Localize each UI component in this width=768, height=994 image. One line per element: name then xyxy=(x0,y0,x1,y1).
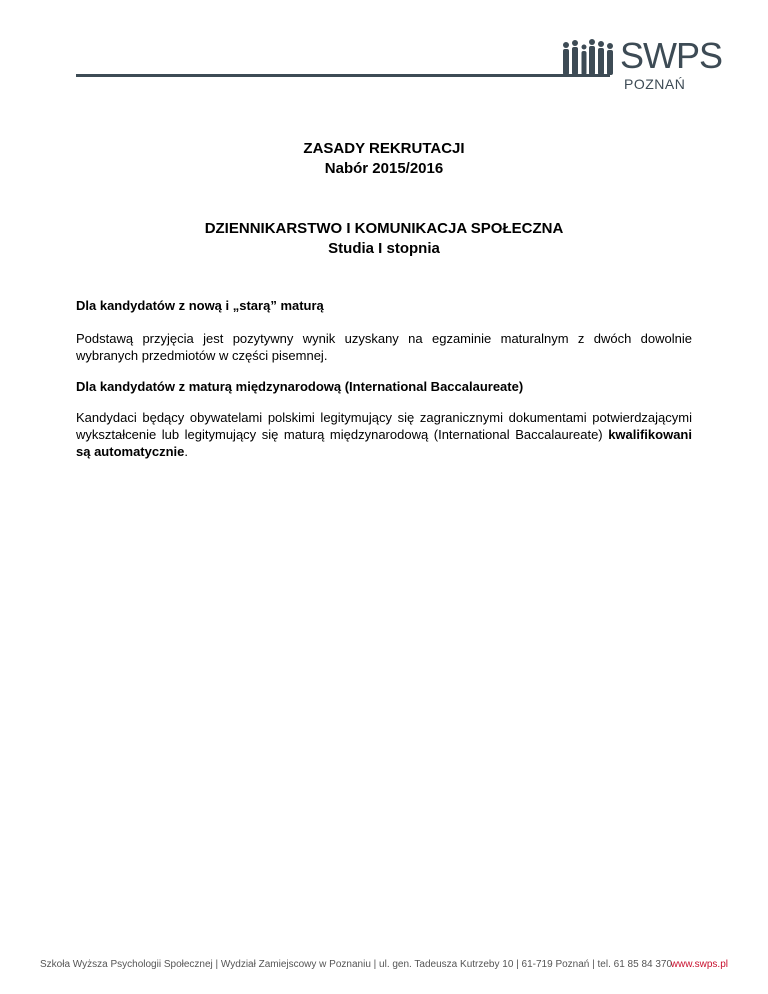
title-block-program xyxy=(76,219,692,259)
section-paragraph xyxy=(76,409,692,460)
footer-website-link[interactable]: www.swps.pl xyxy=(670,959,728,970)
document-subtitle: Nabór 2015/2016 xyxy=(324,160,444,177)
paragraph-text: Kandydaci będący obywatelami polskimi legitymujący się zagranicznymi dokumentami potwierdzającymi wykształcenie lub legitymujący się maturą międzynarodową (International Baccalaureate) xyxy=(76,410,692,442)
logo-city: POZNAŃ xyxy=(624,76,686,92)
program-name: DZIENNIKARSTWO I KOMUNIKACJA SPOŁECZNA xyxy=(204,220,564,237)
document-body xyxy=(76,297,692,460)
header-rule xyxy=(76,74,610,77)
section-paragraph: Podstawą przyjęcia jest pozytywny wynik uzyskany na egzaminie maturalnym z dwóch dowolnie wybranych przedmiotów w części pisemnej. xyxy=(76,331,692,363)
section-heading: Dla kandydatów z maturą międzynarodową (International Baccalaureate) xyxy=(76,379,524,394)
footer-address: Szkoła Wyższa Psychologii Społecznej | Wydział Zamiejscowy w Poznaniu | ul. gen. Tadeusza Kutrzeby 10 | 61-719 Poznań | tel. 61 85 84 370 xyxy=(40,959,673,970)
swps-logo xyxy=(560,36,730,96)
footer xyxy=(40,958,728,972)
section-heading: Dla kandydatów z nową i „starą” maturą xyxy=(76,298,324,313)
paragraph-emphasis: kwalifikowani są automatycznie xyxy=(76,427,692,459)
logo-wordmark: SWPS xyxy=(620,35,723,76)
document-title: ZASADY REKRUTACJI xyxy=(303,140,465,157)
title-block-recruitment xyxy=(76,139,692,179)
paragraph-text-end: . xyxy=(184,444,188,459)
people-silhouettes-icon xyxy=(560,36,618,76)
program-level: Studia I stopnia xyxy=(328,240,440,257)
